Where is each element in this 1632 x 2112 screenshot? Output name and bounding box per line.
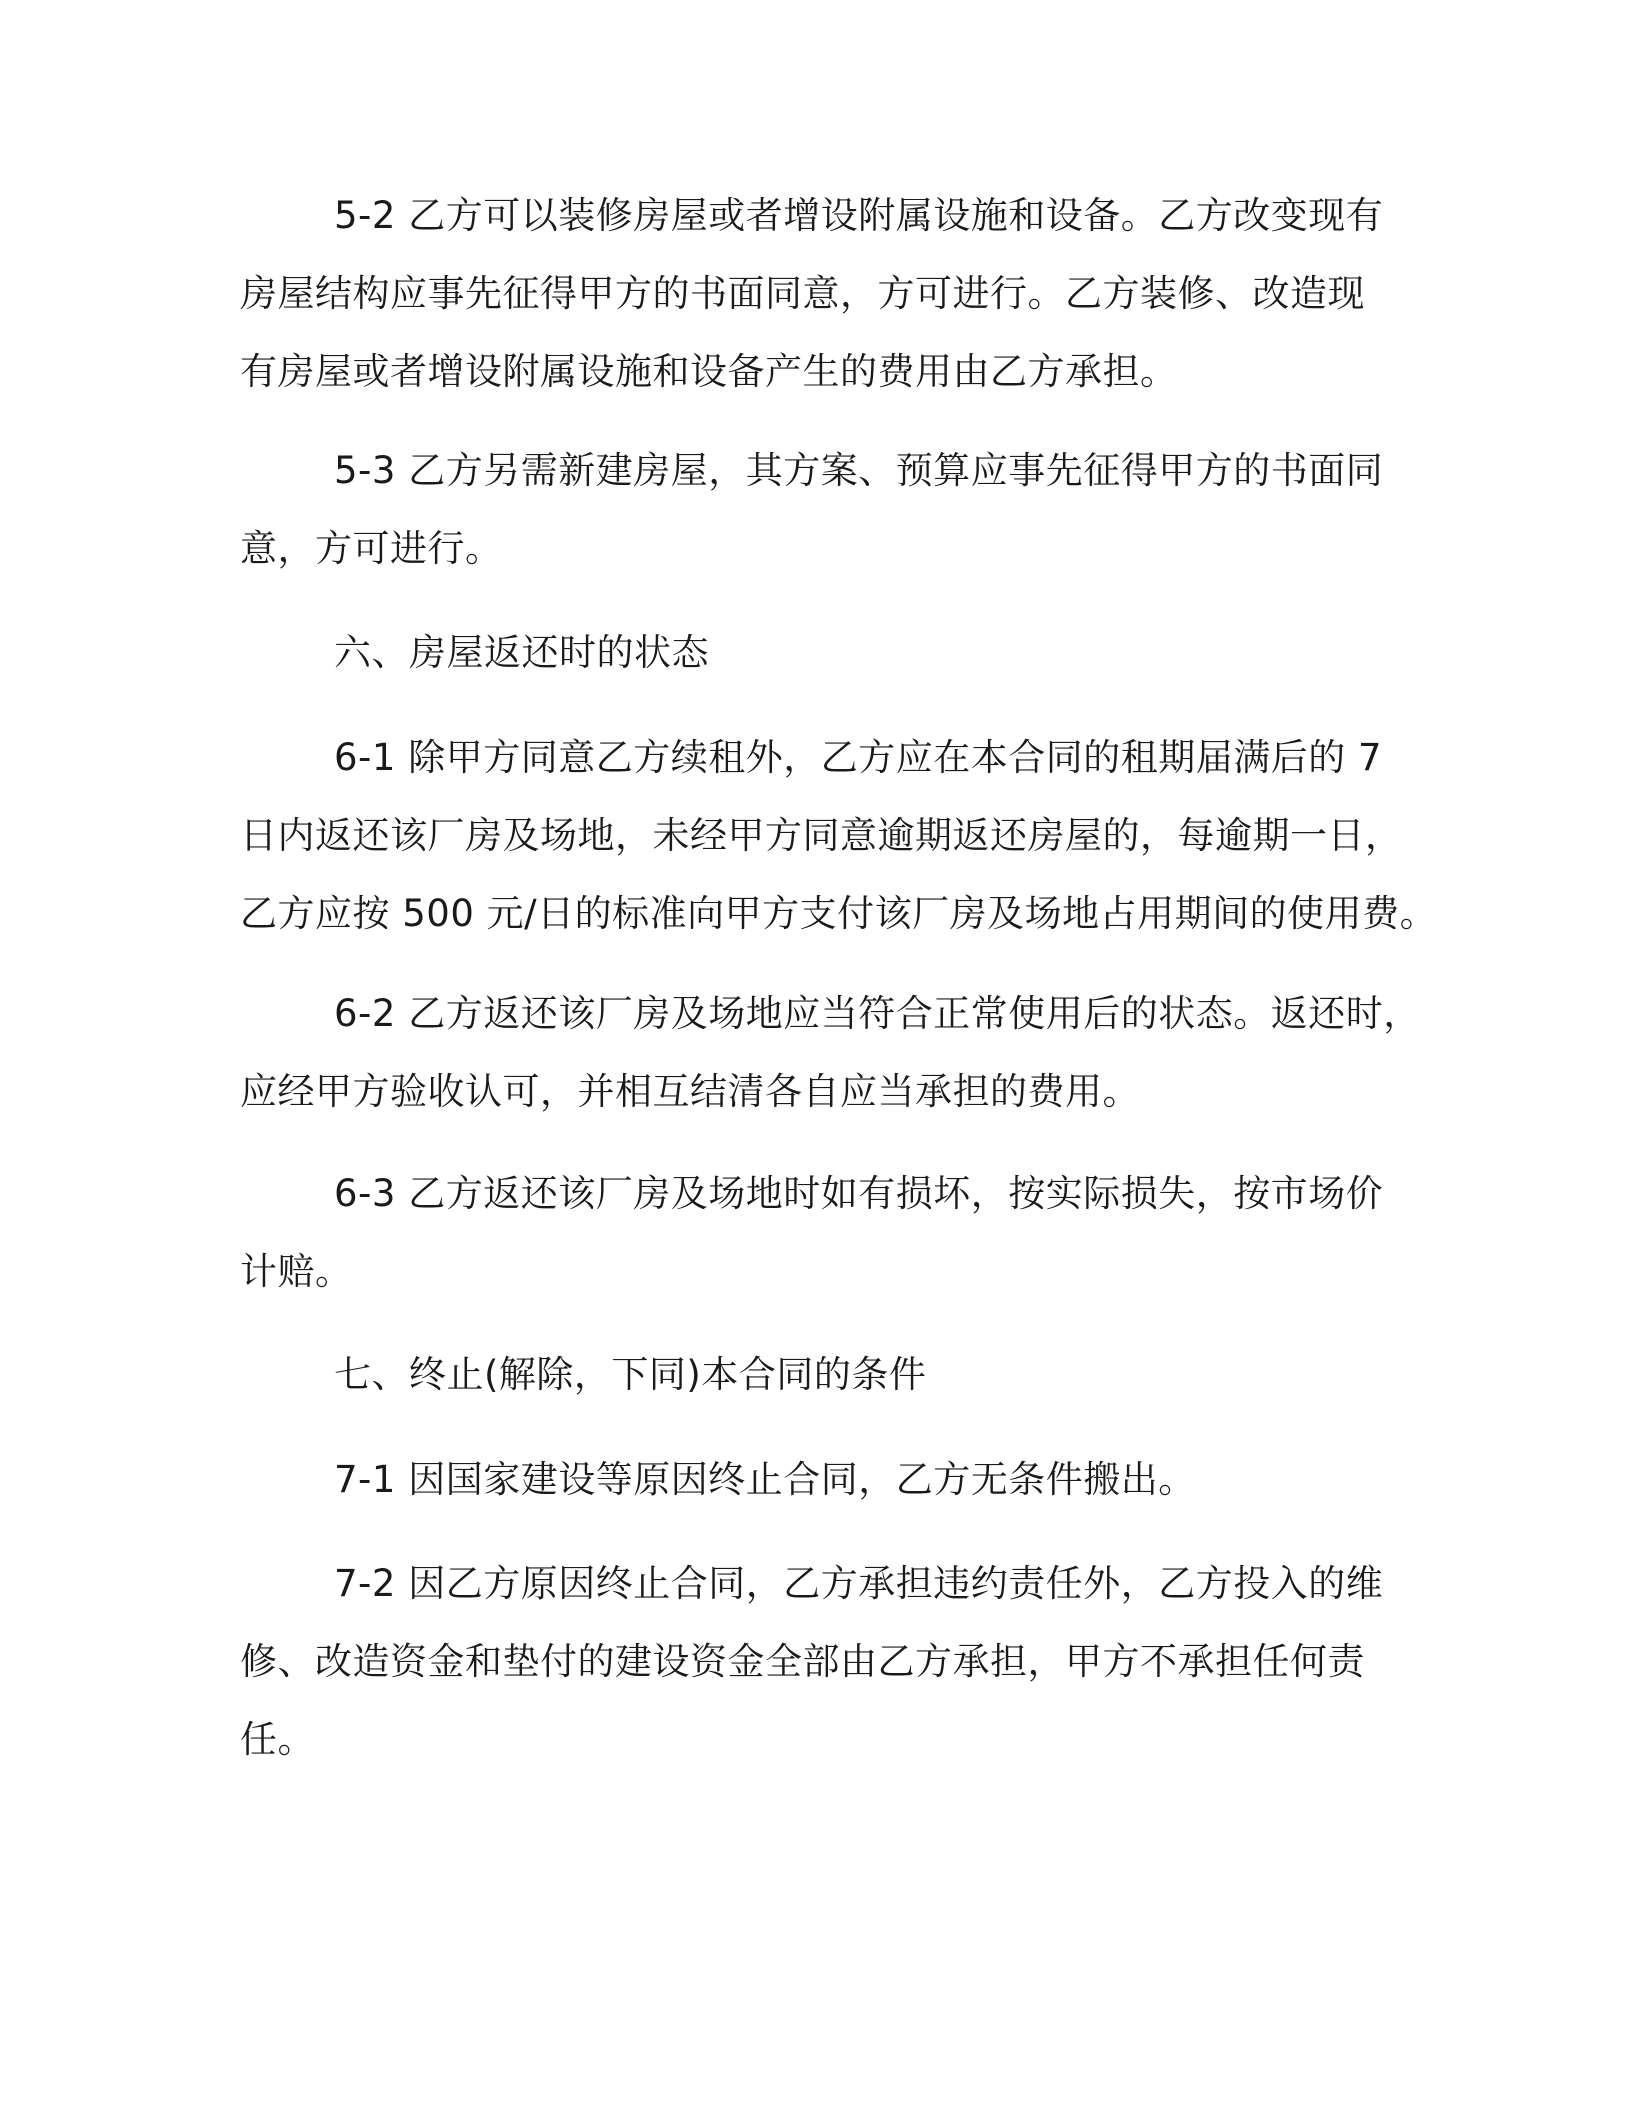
paragraph-6-1 (240, 719, 1438, 953)
paragraph-7-1 (240, 1441, 1390, 1519)
paragraph-line: 乙方应按 500 元/日的标准向甲方支付该厂房及场地占用期间的使用费。 (240, 892, 1438, 935)
paragraph-7-2 (240, 1545, 1390, 1779)
paragraph-line: 6-1 除甲方同意乙方续租外，乙方应在本合同的租期届满后的 7 (334, 736, 1382, 779)
section-heading-6 (240, 614, 1390, 692)
paragraph-line: 日内返还该厂房及场地，未经甲方同意逾期返还房屋的，每逾期一日， (240, 814, 1403, 857)
paragraph-line: 5-2 乙方可以装修房屋或者增设附属设施和设备。乙方改变现有 (334, 194, 1384, 237)
paragraph-6-3 (240, 1155, 1390, 1311)
paragraph-line: 6-3 乙方返还该厂房及场地时如有损坏，按实际损失，按市场价 (334, 1172, 1384, 1215)
paragraph-line: 房屋结构应事先征得甲方的书面同意，方可进行。乙方装修、改造现 (240, 272, 1365, 315)
paragraph-line: 意，方可进行。 (240, 527, 503, 570)
heading-text: 七、终止(解除，下同)本合同的条件 (334, 1353, 927, 1396)
paragraph-line: 计赔。 (240, 1250, 353, 1293)
heading-text: 六、房屋返还时的状态 (334, 631, 709, 674)
paragraph-line: 5-3 乙方另需新建房屋，其方案、预算应事先征得甲方的书面同 (334, 449, 1384, 492)
paragraph-line: 7-2 因乙方原因终止合同，乙方承担违约责任外，乙方投入的维 (334, 1562, 1384, 1605)
paragraph-6-2 (240, 975, 1421, 1131)
paragraph-5-3 (240, 432, 1390, 588)
paragraph-line: 7-1 因国家建设等原因终止合同，乙方无条件搬出。 (334, 1458, 1196, 1501)
paragraph-line: 任。 (240, 1718, 315, 1761)
paragraph-line: 6-2 乙方返还该厂房及场地应当符合正常使用后的状态。返还时， (334, 992, 1421, 1035)
paragraph-line: 有房屋或者增设附属设施和设备产生的费用由乙方承担。 (240, 350, 1178, 393)
paragraph-line: 修、改造资金和垫付的建设资金全部由乙方承担，甲方不承担任何责 (240, 1640, 1365, 1683)
section-heading-7 (240, 1336, 1390, 1414)
paragraph-5-2 (240, 177, 1390, 411)
paragraph-line: 应经甲方验收认可，并相互结清各自应当承担的费用。 (240, 1070, 1140, 1113)
